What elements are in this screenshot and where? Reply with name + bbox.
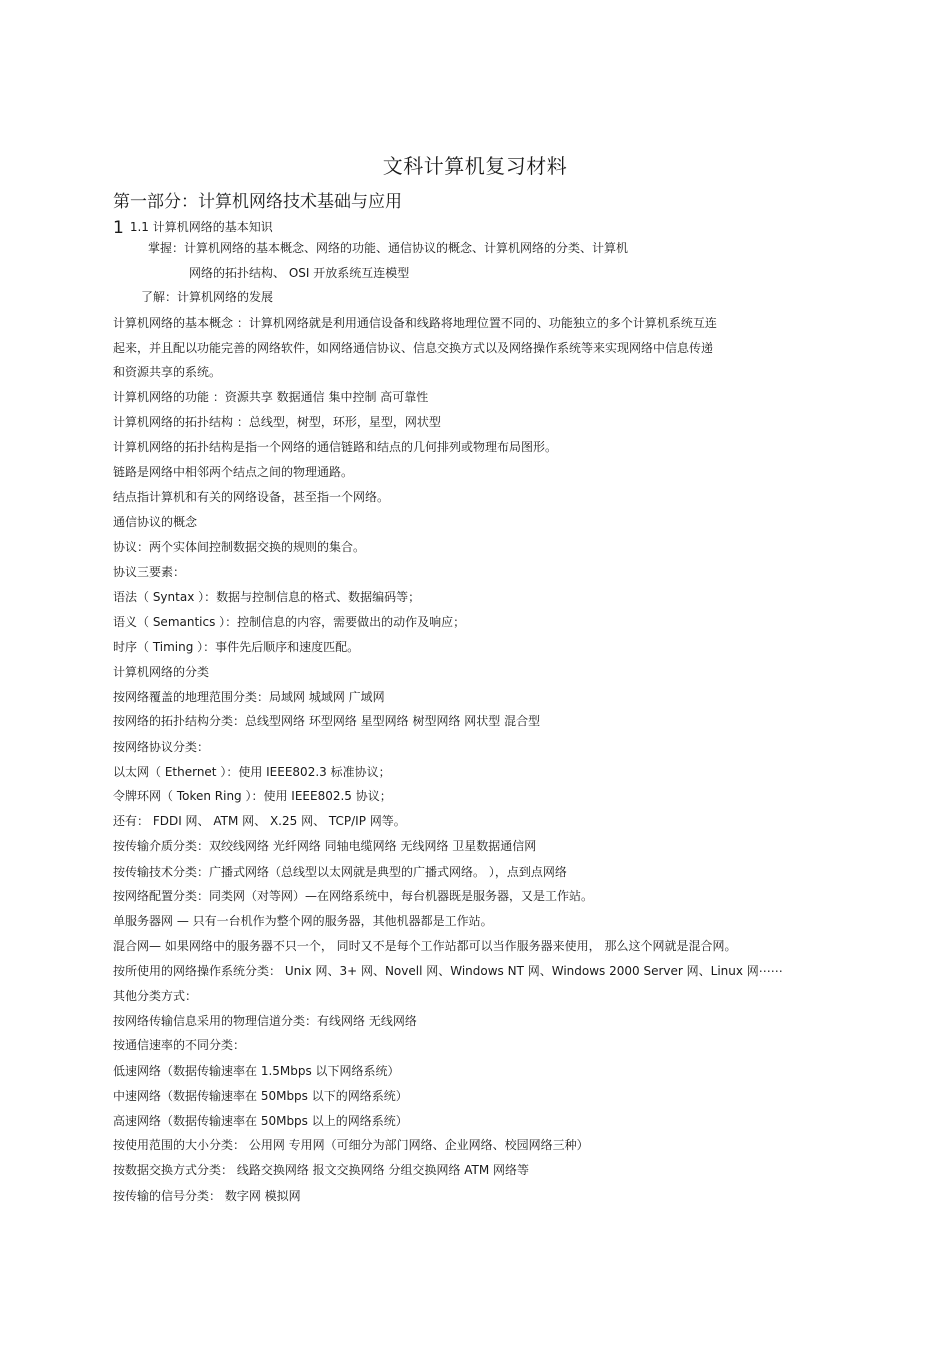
paragraph-line: 按网络覆盖的地理范围分类：局域网 城域网 广域网 xyxy=(113,690,385,704)
paragraph-line: 协议：两个实体间控制数据交换的规则的集合。 xyxy=(113,540,366,554)
paragraph-line: 掌握：计算机网络的基本概念、网络的功能、通信协议的概念、计算机网络的分类、计算机 xyxy=(148,241,629,255)
paragraph-line: 结点指计算机和有关的网络设备，甚至指一个网络。 xyxy=(113,490,390,504)
paragraph-line: 链路是网络中相邻两个结点之间的物理通路。 xyxy=(113,465,354,479)
paragraph-line: 和资源共享的系统。 xyxy=(113,365,222,379)
paragraph-line: 其他分类方式： xyxy=(113,989,198,1003)
paragraph-line: 按网络配置分类：同类网（对等网）—在网络系统中，每台机器既是服务器，又是工作站。 xyxy=(113,889,594,903)
part-heading: 第一部分：计算机网络技术基础与应用 xyxy=(113,192,402,212)
paragraph-line: 按传输技术分类：广播式网络（总线型以太网就是典型的广播式网络。 ），点到点网络 xyxy=(113,865,567,879)
paragraph-line: 按传输的信号分类： 数字网 模拟网 xyxy=(113,1189,301,1203)
paragraph-line: 按通信速率的不同分类： xyxy=(113,1038,246,1052)
paragraph-line: 低速网络（数据传输速率在 1.5Mbps 以下网络系统） xyxy=(113,1064,400,1078)
paragraph-line: 计算机网络的拓扑结构是指一个网络的通信链路和结点的几何排列或物理布局图形。 xyxy=(113,440,558,454)
paragraph-line: 按网络的拓扑结构分类：总线型网络 环型网络 星型网络 树型网络 网状型 混合型 xyxy=(113,714,541,728)
paragraph-line: 计算机网络的分类 xyxy=(113,665,210,679)
paragraph-line: 时序（ Timing ）：事件先后顺序和速度匹配。 xyxy=(113,640,360,654)
paragraph-line: 计算机网络的拓扑结构 ：总线型，树型，环形，星型，网状型 xyxy=(113,415,441,429)
paragraph-line: 网络的拓扑结构、 OSI 开放系统互连模型 xyxy=(189,266,410,280)
paragraph-line: 按使用范围的大小分类： 公用网 专用网（可细分为部门网络、企业网络、校园网络三种） xyxy=(113,1138,589,1152)
section-title: 1.1 计算机网络的基本知识 xyxy=(129,220,273,234)
paragraph-line: 语法（ Syntax ）：数据与控制信息的格式、数据编码等； xyxy=(113,590,421,604)
paragraph-line: 通信协议的概念 xyxy=(113,515,198,529)
paragraph-line: 按所使用的网络操作系统分类： Unix 网、3+ 网、Novell 网、Windows NT 网、Windows 2000 Server 网、Linux 网⋯⋯ xyxy=(113,964,783,978)
paragraph-line: 按网络协议分类： xyxy=(113,740,210,754)
paragraph-line: 中速网络（数据传输速率在 50Mbps 以下的网络系统） xyxy=(113,1089,408,1103)
paragraph-line: 了解：计算机网络的发展 xyxy=(141,290,274,304)
paragraph-line: 单服务器网 — 只有一台机作为整个网的服务器，其他机器都是工作站。 xyxy=(113,914,493,928)
paragraph-line: 计算机网络的功能 ：资源共享 数据通信 集中控制 高可靠性 xyxy=(113,390,429,404)
paragraph-line: 起来，并且配以功能完善的网络软件，如网络通信协议、信息交换方式以及网络操作系统等来实现网络中信息传递 xyxy=(113,341,714,355)
paragraph-line: 按数据交换方式分类： 线路交换网络 报文交换网络 分组交换网络 ATM 网络等 xyxy=(113,1163,530,1177)
paragraph-line: 按网络传输信息采用的物理信道分类：有线网络 无线网络 xyxy=(113,1014,417,1028)
paragraph-line: 高速网络（数据传输速率在 50Mbps 以上的网络系统） xyxy=(113,1114,408,1128)
paragraph-line: 以太网（ Ethernet ）：使用 IEEE802.3 标准协议； xyxy=(113,765,391,779)
paragraph-line: 计算机网络的基本概念 ：计算机网络就是利用通信设备和线路将地理位置不同的、功能独立的多个计算机系统互连 xyxy=(113,316,717,330)
paragraph-line: 协议三要素： xyxy=(113,565,186,579)
document-title: 文科计算机复习材料 xyxy=(382,154,568,178)
paragraph-line: 按传输介质分类：双绞线网络 光纤网络 同轴电缆网络 无线网络 卫星数据通信网 xyxy=(113,839,537,853)
section-number: 1 xyxy=(113,218,124,238)
paragraph-line: 混合网— 如果网络中的服务器不只一个， 同时又不是每个工作站都可以当作服务器来使用， 那么这个网就是混合网。 xyxy=(113,939,737,953)
paragraph-line: 令牌环网（ Token Ring ）：使用 IEEE802.5 协议； xyxy=(113,789,392,803)
section-heading xyxy=(113,218,273,238)
paragraph-line: 语义（ Semantics ）：控制信息的内容，需要做出的动作及响应； xyxy=(113,615,466,629)
paragraph-line: 还有： FDDI 网、 ATM 网、 X.25 网、 TCP/IP 网等。 xyxy=(113,814,406,828)
